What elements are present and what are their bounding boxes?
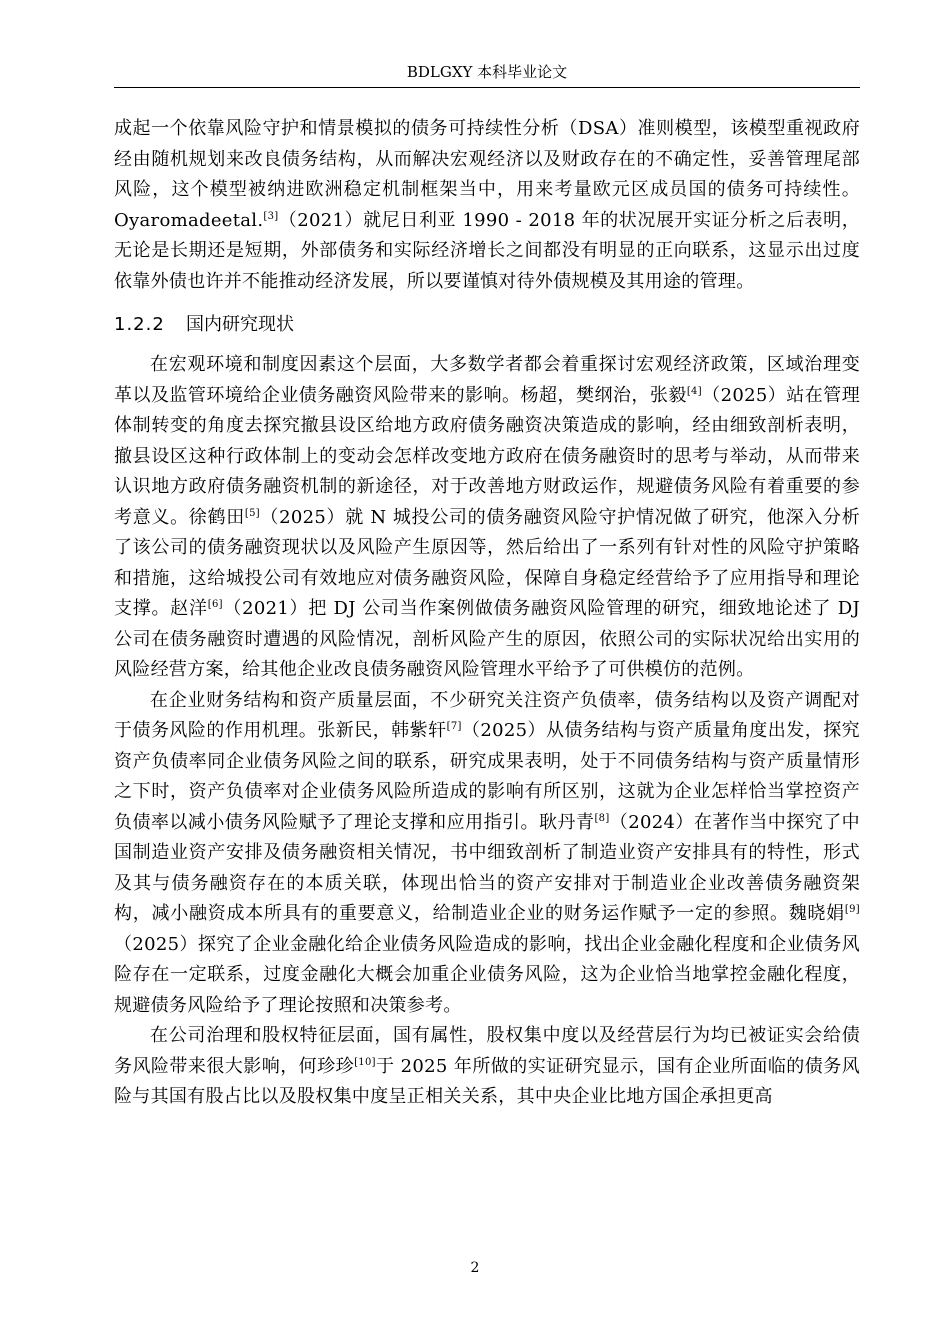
citation-marker: [3] [263, 210, 279, 222]
paragraph-text: （2021）把 DJ 公司当作案例做债务融资风险管理的研究，细致地论述了 DJ 公司在债务融资时遭遇的风险情况，剖析风险产生的原因，依照公司的实际状况给出实用的风险经营方案，给其他企业改良债务融资风险管理水平给予了可供模仿的范例。 [114, 598, 860, 680]
body-text [114, 114, 860, 1113]
paragraph-text: （2025）就 N 城投公司的债务融资风险守护情况做了研究，他深入分析了该公司的债务融资现状以及风险产生原因等，然后给出了一系列有针对性的风险守护策略和措施，这给城投公司有效地应对债务融资风险，保障自身稳定经营给予了应用指导和理论支撑。赵洋 [114, 506, 860, 619]
citation-marker: [8] [594, 812, 610, 824]
paragraph-financial-structure [114, 686, 860, 1022]
paragraph-corporate-governance [114, 1021, 860, 1113]
page-number: 2 [470, 1260, 480, 1276]
paragraph-text: 于 2025 年所做的实证研究显示，国有企业所面临的债务风险与其国有股占比以及股权集中度呈正相关关系，其中央企业比地方国企承担更高 [114, 1055, 860, 1107]
citation-marker: [7] [446, 721, 462, 732]
header-rule [114, 87, 860, 88]
citation-marker: [10] [354, 1056, 376, 1068]
paragraph-text: （2025）探究了企业金融化给企业债务风险造成的影响，找出企业金融化程度和企业债务风险存在一定联系，过度金融化大概会加重企业债务风险，这为企业恰当地掌控金融化程度，规避债务风险给予了理论按照和决策参考。 [114, 933, 860, 1016]
section-heading [114, 308, 860, 342]
citation-marker: [9] [844, 904, 860, 915]
section-number: 1.2.2 [114, 314, 165, 335]
paragraph-text: （2025）从债务结构与资产质量角度出发，探究资产负债率同企业债务风险之间的联系，研究成果表明，处于不同债务结构与资产质量情形之下时，资产负债率对企业债务风险所造成的影响有所区别，这就为企业怎样恰当掌控资产负债率以减小债务风险赋予了理论支撑和应用指引。耿丹青 [114, 720, 860, 833]
paragraph-continued [114, 114, 860, 297]
paragraph-text: （2024）在著作当中探究了中国制造业资产安排及债务融资相关情况，书中细致剖析了制造业资产安排具有的特性，形式及其与债务融资存在的本质关联，体现出恰当的资产安排对于制造业企业改善债务融资架构，减小融资成本所具有的重要意义，给制造业企业的财务运作赋予一定的参照。魏晓娟 [114, 811, 860, 924]
paragraph-text: （2021）就尼日利亚 1990 - 2018 年的状况展开实证分析之后表明，无论是长期还是短期，外部债务和实际经济增长之间都没有明显的正向联系，这显示出过度依靠外债也许并不能推动经济发展，所以要谨慎对待外债规模及其用途的管理。 [114, 209, 860, 292]
paragraph-text: 在宏观环境和制度因素这个层面，大多数学者都会着重探讨宏观经济政策，区域治理变革以及监管环境给企业债务融资风险带来的影响。杨超，樊纲治，张毅 [114, 354, 860, 406]
section-title: 国内研究现状 [186, 314, 294, 335]
paragraph-text: 在公司治理和股权特征层面，国有属性，股权集中度以及经营层行为均已被证实会给债务风险带来很大影响，何珍珍 [114, 1025, 860, 1077]
paragraph-text: 在企业财务结构和资产质量层面，不少研究关注资产负债率，债务结构以及资产调配对于债务风险的作用机理。张新民，韩紫轩 [114, 689, 860, 741]
page-header: BDLGXY 本科毕业论文 [406, 63, 568, 81]
paragraph-text: （2025）站在管理体制转变的角度去探究撤县设区给地方政府债务融资决策造成的影响，经由细致剖析表明，撤县设区这种行政体制上的变动会怎样改变地方政府在债务融资时的思考与举动，从而带来认识地方政府债务融资机制的新途径，对于改善地方财政运作，规避债务风险有着重要的参考意义。徐鹤田 [114, 384, 861, 528]
paragraph-text: 成起一个依靠风险守护和情景模拟的债务可持续性分析（DSA）准则模型，该模型重视政府经由随机规划来改良债务结构，从而解决宏观经济以及财政存在的不确定性，妥善管理尾部风险，这个模型被纳进欧洲稳定机制框架当中，用来考量欧元区成员国的债务可持续性。Oyaromadeetal. [114, 118, 860, 231]
paragraph-macro-environment [114, 350, 860, 686]
citation-marker: [6] [207, 599, 223, 610]
citation-marker: [4] [686, 385, 702, 397]
citation-marker: [5] [244, 507, 260, 519]
